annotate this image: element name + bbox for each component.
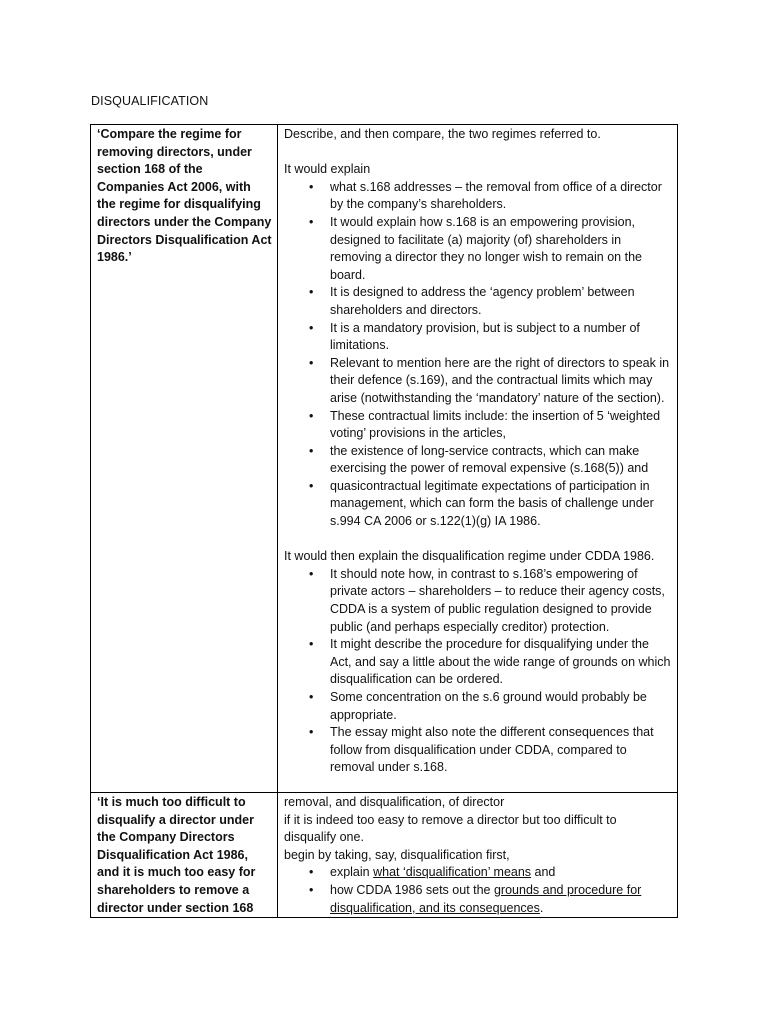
bullet-icon: • [309, 478, 314, 493]
answer-line: removal, and disqualification, of director [284, 795, 505, 809]
list-item: • It would explain how s.168 is an empowering provision, designed to facilitate (a) majority (of) shareholders in removing a director they no longer wish to remain on the board. [309, 214, 642, 282]
answer-cell [278, 793, 678, 918]
answer-line: if it is indeed too easy to remove a director but too difficult to disqualify one. [284, 812, 617, 845]
bullet-icon: • [309, 566, 314, 581]
bullet-icon: • [309, 865, 314, 880]
bullet-icon: • [309, 408, 314, 423]
list-item: • what s.168 addresses – the removal from office of a director by the company’s shareholders. [309, 179, 662, 212]
answer-cell [278, 125, 678, 793]
list-item: • quasicontractual legitimate expectations of participation in management, which can form the basis of challenge under s.994 CA 2006 or s.122(1)(g) IA 1986. [309, 478, 654, 529]
bullet-icon: • [309, 882, 314, 897]
bullet-icon: • [309, 725, 314, 740]
bullet-icon: • [309, 690, 314, 704]
underlined-text: what ‘disqualification’ means [373, 865, 532, 880]
lead-line: It would explain [284, 162, 371, 177]
document-heading: DISQUALIFICATION [91, 94, 209, 108]
bullet-icon: • [309, 285, 314, 300]
question-text: ‘It is much too difficult to disqualify a director under the Company Directors Disqualification Act 1986, and it is much too easy for shareholders to remove a director under section 168 [97, 795, 256, 915]
list-item: • Relevant to mention here are the right of directors to speak in their defence (s.169), and the contractual limits which may arise (notwithstanding the ‘mandatory’ nature of the section). [309, 355, 670, 405]
table-row [91, 125, 678, 793]
bullet-list [284, 566, 672, 777]
bullet-icon: • [309, 443, 314, 458]
bullet-icon: • [309, 320, 314, 335]
list-item: • Some concentration on the s.6 ground would probably be appropriate. [309, 690, 647, 722]
list-item: • It might describe the procedure for disqualifying under the Act, and say a little about the wide range of grounds on which disqualification can be ordered. [309, 637, 671, 687]
bullet-list [284, 179, 672, 531]
question-cell [91, 793, 278, 918]
bullet-icon: • [309, 637, 314, 652]
list-item: • The essay might also note the different consequences that follow from disqualification under CDDA, compared to removal under s.168. [309, 725, 654, 775]
essay-table [90, 124, 678, 918]
bullet-icon: • [309, 214, 314, 229]
question-cell [91, 125, 278, 793]
lead-line: It would then explain the disqualification regime under CDDA 1986. [284, 549, 655, 564]
list-item: • how CDDA 1986 sets out the grounds and procedure for disqualification, and its consequences. [309, 882, 642, 915]
underlined-text: grounds and procedure for disqualification, and its consequences [330, 882, 642, 915]
list-item: • It should note how, in contrast to s.168’s empowering of private actors – shareholders – to reduce their agency costs, CDDA is a system of public regulation designed to provide public (and perhaps especially creditor) protection. [309, 566, 665, 634]
bullet-list [284, 864, 672, 917]
answer-line: begin by taking, say, disqualification first, [284, 847, 510, 862]
question-text: ‘Compare the regime for removing directors, under section 168 of the Companies Act 2006, with the regime for disqualifying directors under the Company Directors Disqualification Act 1986.’ [97, 127, 272, 265]
intro-line: Describe, and then compare, the two regimes referred to. [284, 127, 601, 141]
bullet-icon: • [309, 355, 314, 370]
table-row [91, 793, 678, 918]
list-item: • It is designed to address the ‘agency problem’ between shareholders and directors. [309, 285, 635, 317]
bullet-icon: • [309, 179, 314, 194]
list-item: • These contractual limits include: the insertion of 5 ‘weighted voting’ provisions in the articles, [309, 408, 661, 441]
list-item: • the existence of long-service contracts, which can make exercising the power of removal expensive (s.168(5)) and [309, 443, 649, 476]
list-item: • explain what ‘disqualification’ means and [284, 864, 672, 882]
list-item: • It is a mandatory provision, but is subject to a number of limitations. [309, 320, 640, 353]
